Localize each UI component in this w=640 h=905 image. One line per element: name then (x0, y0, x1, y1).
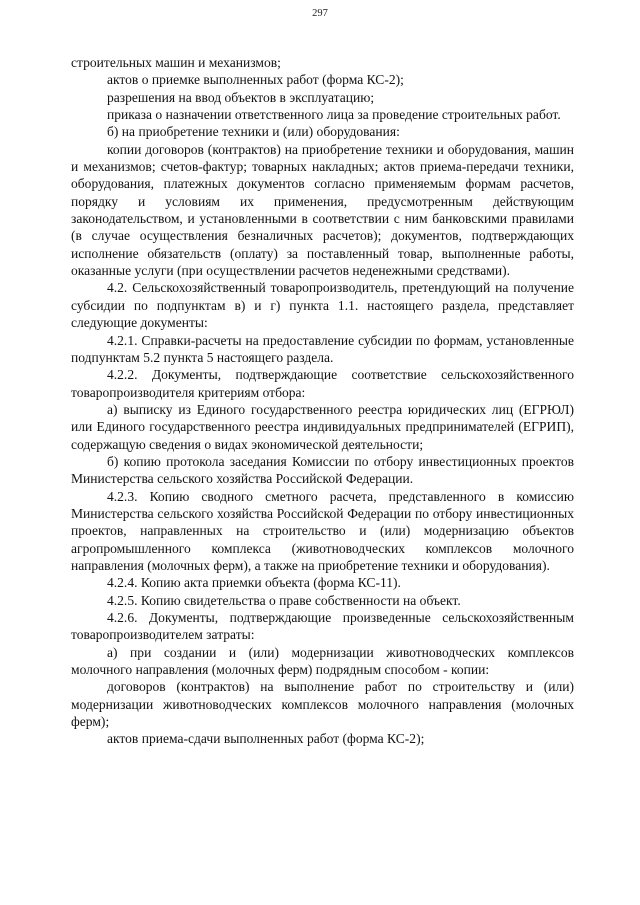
paragraph: а) при создании и (или) модернизации животноводческих комплексов молочного направления (молочных ферм) подрядным способом - копии: (71, 644, 574, 678)
paragraph: 4.2.1. Справки-расчеты на предоставление субсидии по формам, установленные подпунктам 5.2 пункта 5 настоящего раздела. (71, 332, 574, 365)
document-body (71, 54, 574, 748)
page-number: 297 (312, 8, 328, 19)
paragraph: копии договоров (контрактов) на приобретение техники и оборудования, машин и механизмов; счетов-фактур; товарных накладных; актов приема-передачи техники, оборудования, платежных документов согласно применяемым формам расчетов, порядку и условиям их применения, предусмотренным действующим законодательством, и установленными в соответствии с ним банковскими правилами (в случае осуществления безналичных расчетов); документов, подтверждающих исполнение обязательств (оплату) за поставленный товар, выполненные работы, оказанные услуги (при осуществлении расчетов неденежными средствами). (71, 141, 574, 279)
paragraph: актов приема-сдачи выполненных работ (форма КС-2); (107, 731, 425, 747)
paragraph: 4.2.3. Копию сводного сметного расчета, представленного в комиссию Министерства сельского хозяйства Российской Федерации по отбору инвестиционных проектов, направленных на строительство и (или) модернизацию объектов агропромышленного комплекса (животноводческих комплексов молочного направления (молочных ферм), а также на приобретение техники и оборудования). (71, 488, 574, 573)
paragraph: 4.2.6. Документы, подтверждающие произведенные сельскохозяйственным товаропроизводителем затраты: (71, 610, 574, 643)
paragraph: договоров (контрактов) на выполнение работ по строительству и (или) модернизации животноводческих комплексов молочного направления (молочных ферм); (71, 679, 574, 730)
paragraph: 4.2.5. Копию свидетельства о праве собственности на объект. (107, 592, 461, 608)
paragraph: приказа о назначении ответственного лица за проведение строительных работ. (107, 107, 561, 123)
paragraph: 4.2.4. Копию акта приемки объекта (форма КС-11). (107, 575, 401, 591)
paragraph: строительных машин и механизмов; (71, 55, 281, 70)
paragraph: а) выписку из Единого государственного реестра юридических лиц (ЕГРЮЛ) или Единого государственного реестра индивидуальных предпринимателей (ЕГРИП), содержащую сведения о видах экономической деятельности; (71, 401, 574, 452)
paragraph: 4.2. Сельскохозяйственный товаропроизводитель, претендующий на получение субсидии по подпунктам в) и г) пункта 1.1. настоящего раздела, представляет следующие документы: (71, 280, 574, 331)
paragraph: б) копию протокола заседания Комиссии по отбору инвестиционных проектов Министерства сельского хозяйства Российской Федерации. (71, 453, 574, 487)
paragraph: 4.2.2. Документы, подтверждающие соответствие сельскохозяйственного товаропроизводителя критериям отбора: (71, 367, 574, 400)
paragraph: разрешения на ввод объектов в эксплуатацию; (107, 89, 375, 105)
paragraph: актов о приемке выполненных работ (форма КС-2); (107, 72, 404, 88)
paragraph: б) на приобретение техники и (или) оборудования: (107, 124, 400, 140)
